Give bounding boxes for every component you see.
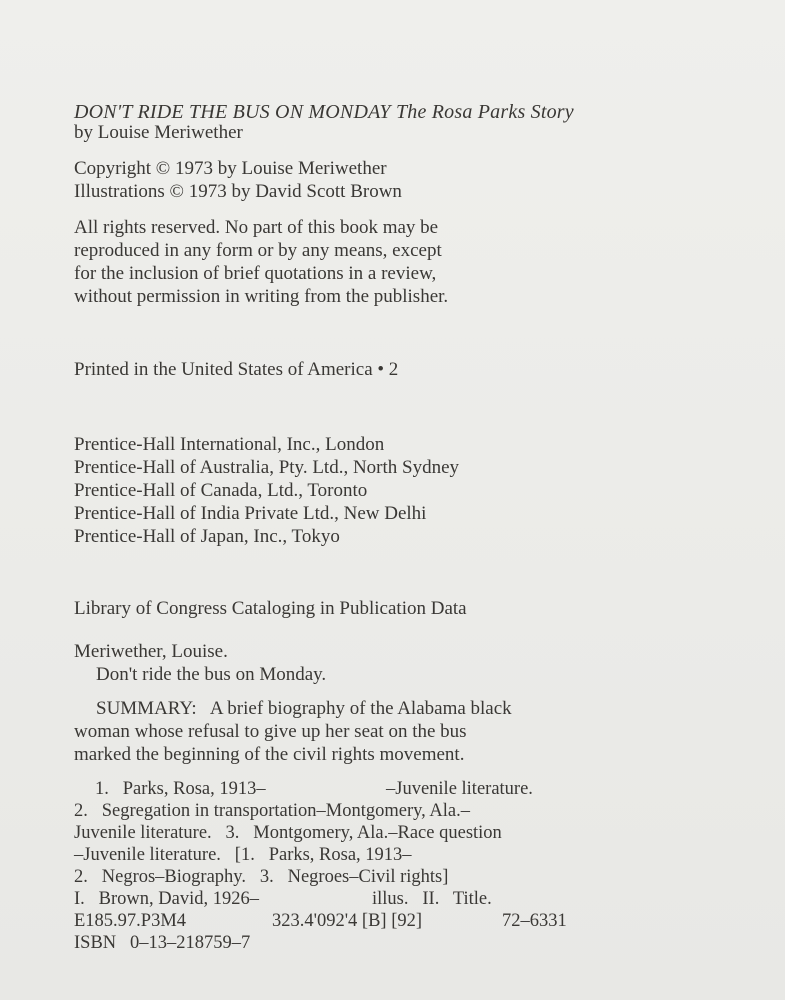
publisher-line: Prentice-Hall International, Inc., London: [74, 434, 385, 455]
rights-line: without permission in writing from the publisher.: [74, 286, 449, 307]
cip-subject-line: 2. Negros–Biography. 3. Negroes–Civil rights]: [74, 867, 449, 887]
dewey-number: 323.4'092'4 [B] [92]: [272, 911, 423, 931]
cip-summary-line: marked the beginning of the civil rights movement.: [74, 744, 465, 765]
printed-line: Printed in the United States of America • 2: [74, 359, 399, 380]
cip-heading: Library of Congress Cataloging in Publication Data: [74, 598, 467, 619]
rights-line: All rights reserved. No part of this book may be: [74, 217, 439, 238]
publisher-line: Prentice-Hall of India Private Ltd., New Delhi: [74, 503, 427, 524]
cip-subject-line: 1. Parks, Rosa, 1913–: [95, 779, 266, 799]
isbn: ISBN 0–13–218759–7: [74, 933, 251, 953]
cip-subject-line: illus. II. Title.: [372, 889, 492, 909]
cip-summary-line: SUMMARY: A brief biography of the Alabama black: [96, 698, 512, 719]
publisher-line: Prentice-Hall of Australia, Pty. Ltd., North Sydney: [74, 457, 460, 478]
rights-line: reproduced in any form or by any means, except: [74, 240, 442, 261]
illustrations-copyright-line: Illustrations © 1973 by David Scott Brown: [74, 181, 402, 202]
cip-subject-line: Juvenile literature. 3. Montgomery, Ala.–Race question: [74, 823, 502, 843]
lccn: 72–6331: [502, 911, 567, 931]
book-title: DON'T RIDE THE BUS ON MONDAY: [74, 101, 391, 123]
cip-subject-line: –Juvenile literature.: [386, 779, 533, 799]
class-number: E185.97.P3M4: [74, 911, 187, 931]
cip-subject-line: I. Brown, David, 1926–: [74, 889, 259, 909]
book-subtitle: The Rosa Parks Story: [395, 101, 574, 123]
copyright-line: Copyright © 1973 by Louise Meriwether: [74, 158, 387, 179]
cip-subject-line: 2. Segregation in transportation–Montgomery, Ala.–: [74, 801, 470, 821]
cip-summary-line: woman whose refusal to give up her seat on the bus: [74, 721, 467, 742]
cip-subject-line: –Juvenile literature. [1. Parks, Rosa, 1913–: [74, 845, 412, 865]
cip-title: Don't ride the bus on Monday.: [96, 664, 327, 685]
cip-author: Meriwether, Louise.: [74, 641, 228, 662]
rights-line: for the inclusion of brief quotations in a review,: [74, 263, 437, 284]
publisher-line: Prentice-Hall of Japan, Inc., Tokyo: [74, 526, 340, 547]
byline: by Louise Meriwether: [74, 122, 243, 143]
publisher-line: Prentice-Hall of Canada, Ltd., Toronto: [74, 480, 368, 501]
